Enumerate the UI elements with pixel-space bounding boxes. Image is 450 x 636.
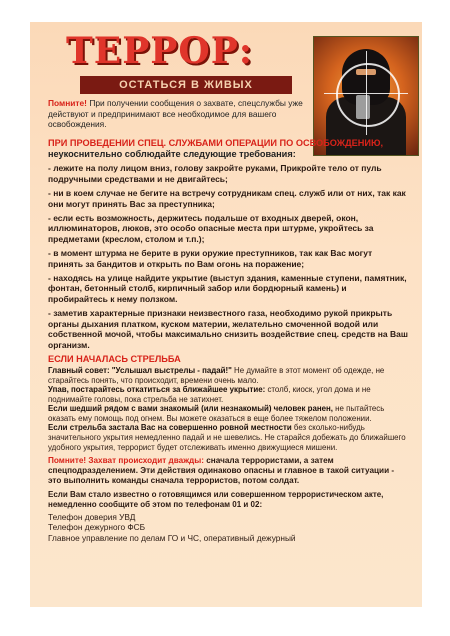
instruction-item: - находясь на улице найдите укрытие (выступ здания, каменные ступени, памятник, фонтан, бетонный столб, кирпичный забор или бордюрный камень) и пробирайтесь к нему ползком. bbox=[48, 273, 407, 304]
shooting-text: не пытайтесь оказать ему помощь под огнем. Вы можете оказаться в еще более тяжелом положении. bbox=[48, 404, 385, 423]
shooting-lead: Главный совет: "Услышал выстрелы - падай!" bbox=[48, 365, 232, 375]
intro-note bbox=[48, 98, 310, 130]
instruction-item: - ни в коем случае не бегите на встречу сотрудникам спец. служб или от них, так как они могут принять Вас за преступника; bbox=[48, 188, 406, 209]
shooting-paragraph bbox=[48, 385, 408, 404]
warning-text: сначала террористами, а затем спецподразделением. Эти действия одинаково опасны и главное в такой ситуации - это выполнить команды сначала террористов, потом солдат. bbox=[48, 456, 395, 486]
instruction-item: - если есть возможность, держитесь подальше от входных дверей, окон, иллюминаторов, люков, это особо опасные места при штурме, укройтесь за предметами (креслом, столом и т.п.); bbox=[48, 213, 374, 244]
instruction-item: - заметив характерные признаки неизвестного газа, необходимо рукой прикрыть органы дыхания платком, куском материи, желательно смоченной водой или собственной мочой, чтобы максимально снизить воздействие спец. средств на Ваш организм. bbox=[48, 308, 408, 350]
shooting-lead: Если стрельба застала Вас на совершенно ровной местности bbox=[48, 423, 292, 433]
poster-content bbox=[48, 138, 408, 543]
shooting-text: Не думайте в этот момент об одежде, не старайтесь понять, что происходит, времени очень мало. bbox=[48, 365, 385, 385]
crosshair-icon bbox=[336, 63, 400, 127]
crosshair-vertical bbox=[366, 51, 367, 135]
operation-requirement: неукоснительно соблюдайте следующие требования: bbox=[48, 149, 296, 160]
instruction-item: - в момент штурма не берите в руки оружие преступников, так как Вас могут принять за бандитов и открыть по Вам огонь на поражение; bbox=[48, 248, 373, 269]
shooting-text: без сколько-нибудь значительного укрытия немедленно падай и не шевелись. Не старайся добежать до ближайшего удобного укрытия, террорист будет отслеживать именно движущиеся мишени. bbox=[48, 423, 406, 452]
poster-subtitle: ОСТАТЬСЯ В ЖИВЫХ bbox=[80, 76, 292, 94]
capture-warning bbox=[48, 456, 408, 486]
shooting-paragraph bbox=[48, 366, 408, 385]
shooting-lead: Упав, постарайтесь откатиться за ближайшее укрытие: bbox=[48, 385, 266, 395]
poster bbox=[30, 22, 422, 607]
shooting-heading: ЕСЛИ НАЧАЛАСЬ СТРЕЛЬБА bbox=[48, 353, 181, 364]
contact-line: Главное управление по делам ГО и ЧС, оперативный дежурный bbox=[48, 532, 296, 543]
contact-line: Телефон доверия УВД bbox=[48, 512, 136, 523]
poster-title: ТЕРРОР: bbox=[66, 30, 254, 72]
report-instruction: Если Вам стало известно о готовящимся или совершенном террористическом акте, немедленно сообщите об этом по телефонам 01 и 02: bbox=[48, 490, 384, 510]
intro-label: Помните! bbox=[48, 98, 87, 108]
operation-heading: ПРИ ПРОВЕДЕНИИ СПЕЦ. СЛУЖБАМИ ОПЕРАЦИИ ПО ОСВОБОЖДЕНИЮ, bbox=[48, 138, 384, 148]
shooting-paragraph bbox=[48, 423, 408, 452]
intro-text: При получении сообщения о захвате, спецслужбы уже действуют и предпринимают все необходимое для вашего освобождения. bbox=[48, 98, 303, 129]
shooting-text: столб, киоск, угол дома и не поднимайте головы, пока стрельба не затихнет. bbox=[48, 385, 371, 404]
instruction-item: - лежите на полу лицом вниз, голову закройте руками, Прикройте тело от пуль подручными средствами и не двигайтесь; bbox=[48, 163, 382, 184]
warning-lead: Помните! Захват происходит дважды: bbox=[48, 456, 204, 466]
shooting-paragraph bbox=[48, 404, 408, 423]
shooting-lead: Если шедший рядом с вами знакомый (или незнакомый) человек ранен, bbox=[48, 404, 333, 414]
contact-line: Телефон дежурного ФСБ bbox=[48, 522, 146, 533]
